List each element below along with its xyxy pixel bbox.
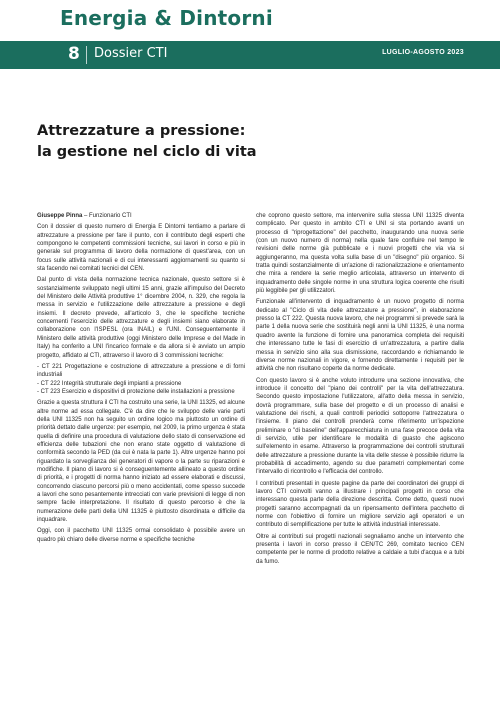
- paragraph: I contributi presentati in queste pagine da parte dei coordinatori dei gruppi di lavoro CTI coinvolti vanno a illustrare i principali progetti in corso che interessano questa parte della direzione descritta. Come detto, questi nuovi progetti saranno accompagnati da un ripensamento dell'intera pacchetto di norme con l'obiettivo di fornire un migliore servizio agli operatori e un contributo di semplificazione per tutte le attività industriali interessate.: [256, 480, 464, 529]
- list-item: - CT 223 Esercizio e dispositivi di protezione delle installazioni a pressione: [37, 388, 235, 395]
- paragraph: Grazie a questa struttura il CTI ha costruito una serie, la UNI 11325, ed alcune altre norme ad essa collegate. C'è da dire che le sviluppo delle varie parti della UNI 11325 non ha seguito un ordine logico ma piuttosto un ordine di priorità dettato dalle urgenze: per esempio, nel 2009, la primo urgenza è stata quella di definire una procedura di valutazione dello stato di conservazione ed efficienza delle tubazioni che non erano state oggetto di valutazione di conformità secondo la PED (da cui è nata la parte 1). Altre urgenze hanno poi riguardato la sorveglianza dei generatori di vapore o la parte su riparazioni e modifiche. Il piano di lavoro si è conseguentemente allineato a questo ordine di priorità, e i progetti di norma hanno iniziato ad essere elaborati e discussi, concorrendo ciascuno percorsi più o meno accidentati, come spesso succede a lavori che sono pesantemente intrecciati con varie previsioni di legge di non sempre facile interpretazione. Il risultato di questo percorso è che la numerazione delle parti della UNI 11325 è piuttosto disordinata e difficile da inquadrare.: [37, 400, 245, 524]
- paragraph: Oltre ai contributi sui progetti nazionali segnaliamo anche un intervento che presenta i lavori in corso presso il CEN/TC 269, comitato tecnico CEN competente per le norme di prodotto relative a caldaie a tubi d'acqua e a tubi da fumo.: [256, 533, 464, 565]
- list-item: - CT 222 Integrità strutturale degli impianti a pressione: [37, 380, 182, 387]
- paragraph: che coprono questo settore, ma intervenire sulla stessa UNI 11325 diventa complicato. Per questo in ambito CTI e UNI si sta portando avanti un processo di "riprogettazione" del pacchetto, inaugurando una nuova serie (con un nuovo numero di norma) nella quale fare confluire nel tempo le revisioni delle norme già pubblicate e i nuovi progetti che via via si aggiungeranno, ma questa volta sulla base di un "disegno" più organico. Si tratta quindi sostanzialmente di un'azione di razionalizzazione e orientamento che mira a rendere la serie meglio articolata, attraverso un intervento di inquadramento delle singole norme in una struttura logica coerente che risulti più leggibile per gli utilizzatori.: [256, 213, 464, 295]
- article-column-left: [37, 212, 245, 547]
- issue-date: LUGLIO-AGOSTO 2023: [382, 49, 464, 56]
- article-title: [37, 121, 467, 163]
- article-title-line2: la gestione nel ciclo di vita: [37, 144, 257, 160]
- section-bar: [0, 41, 500, 69]
- committee-list: [37, 363, 245, 396]
- page-number: 8: [68, 44, 80, 64]
- author-name: Giuseppe Pinna: [37, 213, 83, 219]
- masthead: [0, 0, 500, 38]
- paragraph: Dal punto di vista della normazione tecnica nazionale, questo settore si è sostanzialmente sviluppato negli ultimi 15 anni, grazie all'impulso del Decreto del Ministero delle Attività produttive 1° dicembre 2004, n. 329, che regola la messa in servizio e l'utilizzazione delle attrezzature a pressione e degli insiemi. Il decreto prevede, all'articolo 3, che le specifiche tecniche concernenti l'esercizio delle attrezzature e degli insiemi siano elaborate in collaborazione con l'ISPESL (ora INAIL) e l'UNI. Conseguentemente il Ministero delle attività produttive (oggi Ministero delle Imprese e del Made in Italy) ha conferito a UNI l'incarico formale e da allora si è avviato un ampio progetto, affidato al CTI, attraverso il lavoro di 3 commissioni tecniche:: [37, 277, 245, 359]
- paragraph: Funzionale all'intervento di inquadramento è un nuovo progetto di norma dedicato al "Ciclo di vita delle attrezzature a pressione", in elaborazione presso la CT 222. Questa nuova lavoro, che nei programmi si prevede sarà la parte 1 della nuova serie che sostituirà negli anni la UNI 11325, è una norma quadro avente la funzione di fornire una panoramica completa dei requisiti che interessano tutte le fasi di esercizio di un'attrezzatura, a partire dalla messa in servizio sino alla sua dismissione, raccordando e richiamando le diverse norme nazionali in vigore, e fornendo direttamente i requisiti per le attività che non risultano coperte da norme dedicate.: [256, 299, 464, 373]
- article-title-line1: Attrezzature a pressione:: [37, 123, 246, 139]
- author-line: [37, 212, 245, 220]
- paragraph: Oggi, con il pacchetto UNI 11325 ormai consolidato è possibile avere un quadro più chiaro delle diverse norme e specifiche tecniche: [37, 528, 245, 543]
- author-role: – Funzionario CTI: [82, 213, 132, 219]
- magazine-title: Energia & Dintorni: [60, 6, 273, 30]
- section-divider: [86, 46, 87, 64]
- list-item: - CT 221 Progettazione e costruzione di attrezzature a pressione e di forni industriali: [37, 363, 245, 379]
- paragraph: Con questo lavoro si è anche voluto introdurre una sezione innovativa, che introduce il concetto del "piano dei controlli" per la vita dell'attrezzatura. Secondo questo impostazione l'utilizzatore, all'atto della messa in servizio, dovrà programmare, sulla base del progetto e di un processo di analisi e valutazione dei rischi, a quali controlli periodici sottoporre l'attrezzatura o l'insieme. Il piano dei controlli prenderà come riferimento un'ispezione preliminare o "di baseline" dell'apparecchiatura in una fase precoce della vita di servizio, utile per identificare le modalità di guasto che agiscono sull'elemento in esame. Attraverso la programmazione dei controlli strutturali delle attrezzature a pressione durante la vita delle stesse è possibile ridurre la probabilità di accadimento, agendo su due parametri complementari come l'intervallo di ricontrollo e l'efficacia del controllo.: [256, 377, 464, 476]
- paragraph: Con il dossier di questo numero di Energia E Dintorni tentiamo a parlare di attrezzature a pressione per fare il punto, con il contributo degli esperti che compongono le competenti commissioni tecniche, sui lavori in corso e più in generale sul programma di lavoro della normazione di quest'area, con un focus sulle attività nazionali e di cui interessanti aggiornamenti su quanto si sta facendo nei comitati tecnici del CEN.: [37, 224, 245, 273]
- article-column-right: [256, 212, 464, 569]
- section-name: Dossier CTI: [94, 46, 168, 61]
